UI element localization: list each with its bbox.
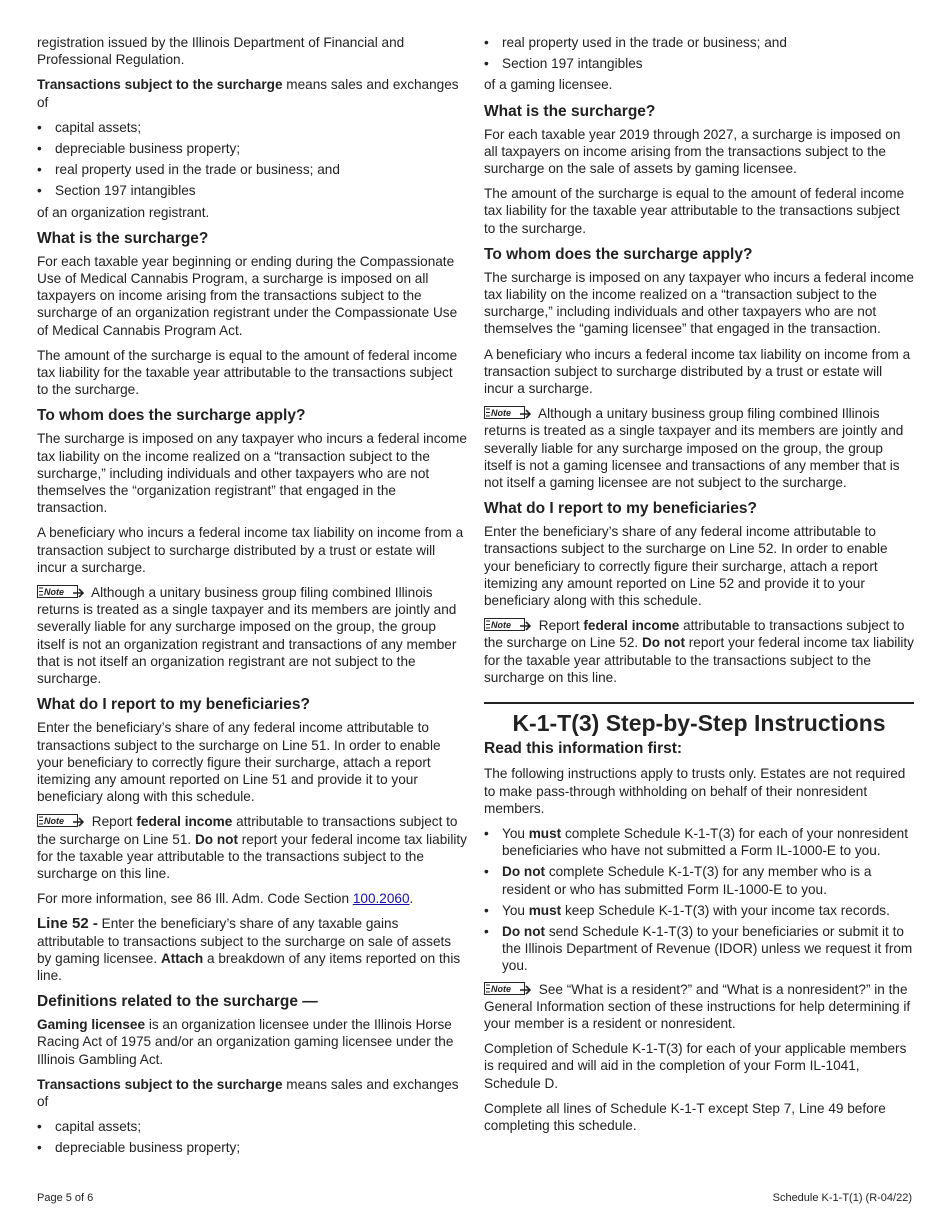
transactions-definition: Transactions subject to the surcharge means sales and exchanges of <box>37 1076 459 1109</box>
paragraph: Completion of Schedule K-1-T(3) for each of your applicable members is required and will aid in the completion of your Form IL-1041, Schedule D. <box>484 1041 907 1091</box>
list-item: • capital assets; <box>37 119 467 136</box>
paragraph: Enter the beneficiary’s share of any federal income attributable to transactions subject to the surcharge on Line 51. In order to enable your beneficiary to correctly figure their surcharge, attach a report itemizing any amount reported on Line 51 and provide it to your beneficiary along with this schedule. <box>37 720 441 805</box>
list-item: • Do not complete Schedule K-1-T(3) for any member who is a resident or who has submitted Form IL-1000-E to you. <box>484 863 914 897</box>
heading-to-whom: To whom does the surcharge apply? <box>37 407 306 425</box>
paragraph: The surcharge is imposed on any taxpayer who incurs a federal income tax liability on the income realized on a “transaction subject to the surcharge,” including individuals and other taxpayers who are not themselves the “gaming licensee” that engaged in the transaction. <box>484 269 914 337</box>
asset-list <box>37 119 467 200</box>
heading-to-whom: To whom does the surcharge apply? <box>484 245 753 263</box>
note-icon <box>37 814 85 827</box>
form-identifier: Schedule K-1-T(1) (R-04/22) <box>772 1192 912 1204</box>
note-paragraph: Note Report federal income attributable to transactions subject to the surcharge on Line 52. Do not report your federal income tax liability for the taxable year attributable to the transactions subject to the surcharge on this line. <box>484 618 914 685</box>
list-item: • capital assets; <box>37 1118 467 1135</box>
list-item: • Section 197 intangibles <box>37 182 467 199</box>
note-paragraph: Note Report federal income attributable to transactions subject to the surcharge on Line 51. Do not report your federal income tax liability for the taxable year attributable to the transactions subject to the surcharge on this line. <box>37 814 467 881</box>
right-column <box>484 34 914 1142</box>
read-first-heading: Read this information first: <box>484 740 683 758</box>
asset-list <box>37 1118 467 1156</box>
paragraph: A beneficiary who incurs a federal income tax liability on income from a transaction subject to surcharge distributed by a trust or estate will incur a surcharge. <box>484 346 911 397</box>
note-icon <box>484 406 532 419</box>
note-icon <box>484 618 532 631</box>
paragraph: Complete all lines of Schedule K-1-T except Step 7, Line 49 before completing this schedule. <box>484 1100 886 1133</box>
instruction-list <box>484 825 914 975</box>
intro-paragraph: registration issued by the Illinois Department of Financial and Professional Regulation. <box>37 35 405 68</box>
asset-list <box>484 34 914 72</box>
list-item: • You must keep Schedule K-1-T(3) with your income tax records. <box>484 902 914 919</box>
heading-what-to-report: What do I report to my beneficiaries? <box>37 696 311 714</box>
heading-definitions: Definitions related to the surcharge — <box>37 993 318 1011</box>
code-section-link[interactable]: 100.2060 <box>352 891 410 907</box>
left-column <box>37 34 467 1161</box>
list-trailer: of an organization registrant. <box>37 204 210 220</box>
paragraph: For each taxable year beginning or ending during the Compassionate Use of Medical Cannabis Program, a surcharge is imposed on all taxpayers on income arising from the transactions subject to the surcharge of an organization registrant under the Compassionate Use of Medical Cannabis Program Act. <box>37 253 458 338</box>
paragraph: A beneficiary who incurs a federal income tax liability on income from a transaction subject to surcharge distributed by a trust or estate will incur a surcharge. <box>37 525 464 575</box>
svg-text:Note: Note <box>44 587 64 598</box>
line-52-label: Line 52 - <box>37 915 98 933</box>
note-paragraph: Note Although a unitary business group filing combined Illinois returns is treated as a single taxpayer and its members are jointly and severally liable for any surcharge imposed on the group, the group itself is not a gaming licensee and transactions of any member that is not itself a gaming licensee are not subject to the surcharge. <box>484 406 904 491</box>
transactions-definition: Transactions subject to the surcharge means sales and exchanges of <box>37 77 459 110</box>
gaming-licensee-definition: Gaming licensee is an organization licensee under the Illinois Horse Racing Act of 1975 and/or an organization gaming licensee under the Illinois Gambling Act. <box>37 1017 454 1067</box>
list-item: • real property used in the trade or business; and <box>484 34 914 51</box>
list-item: • depreciable business property; <box>37 140 467 157</box>
paragraph: The following instructions apply to trusts only. Estates are not required to make pass-through withholding on behalf of their nonresident members. <box>484 766 906 816</box>
note-paragraph: Note See “What is a resident?” and “What is a nonresident?” in the General Information section of these instructions for help determining if your member is a resident or nonresident. <box>484 981 911 1031</box>
svg-text:Note: Note <box>491 983 511 994</box>
paragraph: The amount of the surcharge is equal to the amount of federal income tax liability for the taxable year attributable to the transactions subject to the surcharge. <box>484 186 905 236</box>
svg-text:Note: Note <box>44 816 64 827</box>
list-trailer: of a gaming licensee. <box>484 77 613 93</box>
svg-text:Note: Note <box>491 408 511 419</box>
more-info: For more information, see 86 Ill. Adm. Code Section 100.2060. <box>37 891 414 907</box>
list-item: • Do not send Schedule K-1-T(3) to your beneficiaries or submit it to the Illinois Department of Revenue (IDOR) unless we request it from you. <box>484 923 914 975</box>
line-52-paragraph: Line 52 - Enter the beneficiary’s share of any taxable gains attributable to transactions subject to the surcharge on sale of assets by gaming licensee. Attach a breakdown of any items reported on this line. <box>37 915 461 983</box>
list-item: • real property used in the trade or business; and <box>37 161 467 178</box>
paragraph: Enter the beneficiary’s share of any federal income attributable to transactions subject to the surcharge on Line 52. In order to enable your beneficiary to correctly figure their surcharge, attach a report itemizing any amount reported on Line 52 and provide it to your beneficiary along with this schedule. <box>484 524 888 609</box>
list-item: • You must complete Schedule K-1-T(3) for each of your nonresident beneficiaries who have not submitted a Form IL-1000-E to you. <box>484 825 914 859</box>
heading-what-is-surcharge: What is the surcharge? <box>37 229 209 247</box>
section-title: K-1-T(3) Step-by-Step Instructions <box>512 710 886 737</box>
note-icon <box>37 585 85 598</box>
list-item: • Section 197 intangibles <box>484 55 914 72</box>
note-icon <box>484 982 532 995</box>
heading-what-to-report: What do I report to my beneficiaries? <box>484 500 758 518</box>
section-divider <box>484 702 914 704</box>
paragraph: For each taxable year 2019 through 2027, a surcharge is imposed on all taxpayers on income arising from the transactions subject to the surcharge on the sale of assets by gaming licensee. <box>484 126 901 177</box>
list-item: • depreciable business property; <box>37 1139 467 1156</box>
paragraph: The amount of the surcharge is equal to the amount of federal income tax liability for the taxable year attributable to the transactions subject to the surcharge. <box>37 347 458 398</box>
paragraph: The surcharge is imposed on any taxpayer who incurs a federal income tax liability on the income realized on a “transaction subject to the surcharge,” including individuals and other taxpayers who are not themselves the “organization registrant” that engaged in the transaction. <box>37 431 467 516</box>
svg-text:Note: Note <box>491 620 511 631</box>
note-paragraph: Note Although a unitary business group filing combined Illinois returns is treated as a single taxpayer and its members are jointly and severally liable for any surcharge imposed on the group, the group itself is not an organization registrant and transactions of any member that is not itself an organization registrant are not subject to the surcharge. <box>37 585 457 687</box>
heading-what-is-surcharge: What is the surcharge? <box>484 102 656 120</box>
page-number: Page 5 of 6 <box>37 1192 94 1204</box>
